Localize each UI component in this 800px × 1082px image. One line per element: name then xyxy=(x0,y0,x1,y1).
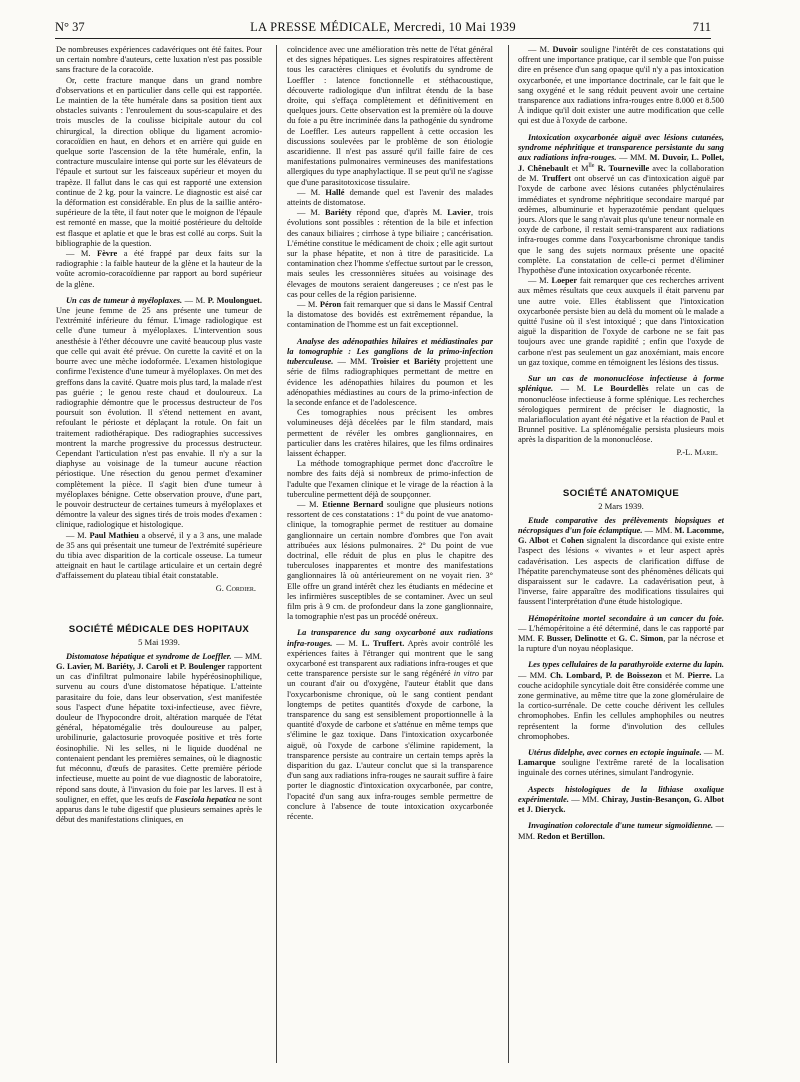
author-name: Lavier xyxy=(447,208,471,218)
author-name: Paul Mathieu xyxy=(89,530,139,540)
paragraph-text: ne sont apparus dans le tube digestif que plusieurs semaines après le début des manifestations cliniques, en xyxy=(56,794,262,825)
article-title: Etude comparative des prélèvements biopsiques et nécropsiques d'un foie éclamptique. xyxy=(518,515,724,536)
paragraph xyxy=(518,374,724,445)
paragraph-text: et M. xyxy=(661,670,688,680)
paragraph xyxy=(518,276,724,368)
spacer xyxy=(518,458,724,476)
dash-text: — MM. xyxy=(518,670,551,680)
dash-text: — M. xyxy=(66,249,97,259)
section-date: 2 Mars 1939. xyxy=(598,501,644,512)
author-name: Redon et Bertillon. xyxy=(537,831,605,841)
author-name: Duvoir xyxy=(552,45,578,54)
paragraph xyxy=(518,748,724,779)
paragraph xyxy=(287,300,493,331)
author-name: Le Bourdellès xyxy=(593,384,649,394)
spacer xyxy=(56,594,262,612)
paragraph-text: rapportent un cas d'infiltrat pulmonaire labile hypéréosinophilique, survenu au cours d'une distomatose hépatique. L'atteinte parasitaire du foie, dans leur observation, s'est manifestée sous l'aspect d'une hépatite toxi-infectieuse, avec fièvre, douleur de l'hypocondre droit, altération marquée de l'état général, hépatomégalie très douloureuse au palper, urobilinurie, galactosurie provoquée positive et très forte éosinophilie. Ni les selles, ni le liquide duodénal ne contenaient pendant les premières semaines, où le diagnostic fut méconnu, d'œufs de parasites. Cette première période infectieuse, muette au point de vue diagnostic de laboratoire, répond sans doute, à l'invasion du foie par les larves. Il est à souligner, en effet, que les œufs de xyxy=(56,662,262,804)
author-name: Pierre. xyxy=(687,670,712,680)
dash-text: — MM. xyxy=(333,357,372,367)
paragraph-text: et xyxy=(607,634,619,644)
author-name: G. C. Simon xyxy=(618,634,664,644)
paragraph xyxy=(56,531,262,582)
dash-text: — MM. xyxy=(642,526,675,536)
paragraph: Ces tomographies nous précisent les ombres volumineuses déjà décelées par le film standard, mais permettent de révéler les ombres ganglionnaires, en particulier dans les cratères hilaires, que les films ordinaires laissent échapper. xyxy=(287,408,493,458)
page-number: 711 xyxy=(692,20,711,34)
section-date: 5 Mai 1939. xyxy=(138,637,180,648)
column-left xyxy=(56,45,262,1070)
dash-text: — MM. xyxy=(568,794,602,804)
paragraph xyxy=(518,785,724,816)
author-name: Troisier et Bariéty xyxy=(371,357,441,367)
article-title: Distomatose hépatique et syndrome de Loeffler. xyxy=(66,651,232,661)
paragraph-text: Après avoir contrôlé les expériences faites à l'étranger qui montrent que le sang oxycarboné est transparent aux radiations infra-rouges et que cette transparence persiste sur le sang régénéré xyxy=(287,638,493,679)
paragraph-text: a été frappé par deux faits sur la radiographie : la faible hauteur de la glène et la hauteur de la voûte acromio-coracoïdienne par rapport au bord supérieur de la glène. xyxy=(56,249,262,289)
paragraph xyxy=(518,133,724,277)
column-divider xyxy=(276,45,277,1063)
paragraph-text: , par la nécrose et la rupture d'un noyau néoplasique. xyxy=(518,634,724,654)
dash-text: — M. xyxy=(553,384,594,394)
paragraph-text: et M xyxy=(568,164,589,174)
article-title: Aspects histologiques de la lithiase oxalique expérimentale. xyxy=(518,784,724,804)
paragraph xyxy=(518,516,724,608)
paragraph-text: souligne l'extrême rareté de la localisation inguinale des cornes utérines, simulant l'androgynie. xyxy=(518,758,724,778)
paragraph-text: a observé, il y a 3 ans, une malade de 35 ans qui présentait une tumeur de l'extrémité supérieure du tibia avec disparition de la corticale osseuse. La tumeur atteignait en haut le cartilage articulaire et un certain degré d'affaissement du plateau tibial était constatable. xyxy=(56,530,262,581)
author-name: Lamarque xyxy=(518,758,556,768)
paragraph-text: relate un cas de mononucléose infectieuse à forme splénique. Les recherches sérologiques permirent de préciser le diagnostic, la malariafloculation ayant été négative et la réaction de Paul et Brunnel positive. La splénomégalie persista plusieurs mois après la disparition de la mononucléose. xyxy=(518,384,724,445)
paragraph xyxy=(518,821,724,841)
dash-text: — MM. xyxy=(616,153,650,163)
species-name: Fasciola hepatica xyxy=(174,794,236,804)
dash-text: — MM. xyxy=(231,651,262,661)
latin-term: in vitro xyxy=(453,669,480,679)
author-name: Péron xyxy=(319,300,342,310)
section-title: SOCIÉTÉ MÉDICALE DES HOPITAUX xyxy=(68,623,250,635)
paragraph xyxy=(518,45,724,127)
page-header xyxy=(55,20,711,40)
author-name: G. Lavier, M. Bariéty, J. Caroli et P. Boulenger xyxy=(56,662,226,672)
column-middle xyxy=(287,45,493,1070)
paragraph xyxy=(56,296,262,531)
article-title: Utérus didelphe, avec cornes en ectopie inguinale. xyxy=(528,748,702,758)
signature: G. Cordier. xyxy=(215,583,256,593)
journal-title: LA PRESSE MÉDICALE, Mercredi, 10 Mai 1939 xyxy=(250,20,516,34)
paragraph xyxy=(56,249,262,290)
paragraph-text: Une jeune femme de 25 ans présente une tumeur de l'extrémité inférieure du fémur. L'image radiologique est celle d'une tumeur à myéloplaxes. L'intervention sous anesthésie à l'éther découvre une cavité beaucoup plus vaste que celle qui avait été prévue. On curette la cavité et on la bourre avec une mèche iodoformée. L'examen histologique confirme l'existence d'une tumeur à myéloplaxes. On met des greffons dans la cavité. Quatre mois plus tard, la malade n'est pas guérie ; le genou reste chaud et douloureux. La radiographie démontre que le processus destructeur de l'os poursuit son évolution. Il s'étend nettement en avant, refoulant le périoste et déplaçant la rotule. On fait un traitement radiothérapique. Des radiographies successives montrent la marche progressive du processus destructeur. Cependant l'articulation n'est pas envahie. Il n'y a sur la diaphyse au voisinage de la tumeur aucune réaction périostique. Une résection du genou permet d'examiner complètement la pièce. Il s'agit bien d'une tumeur à myéloplaxes bénigne. Cette observation prouve, d'une part, le pouvoir destructeur de certaines tumeurs à myéloplaxes et démontre la valeur des signes tirés de trois modes d'examen : clinique, radiologique et histologique. xyxy=(56,306,262,530)
author-name: Hallé xyxy=(325,187,345,197)
author-name: P. Moulonguet. xyxy=(207,295,262,305)
paragraph-text: avec la collaboration de M. xyxy=(518,164,724,184)
author-name: Bariéty xyxy=(325,208,352,218)
paragraph-text: fait remarquer que si dans le Massif Central la distomatose des bovidés est extrêmement répandue, la contamination de l'homme est un fait exceptionnel. xyxy=(287,300,493,330)
dash-text: — M. xyxy=(297,208,326,218)
dash-text: — M. xyxy=(701,748,724,758)
author-name: Chiray, Justin-Besançon, G. Albot et J. Dieryck. xyxy=(518,794,724,815)
dash-text: — M. xyxy=(297,300,320,310)
author-name: L. Truffert. xyxy=(361,638,405,648)
paragraph-text: souligne que plusieurs notions ressortent de ces constatations : 1° du point de vue anatomo-clinique, la tomographie permet de restituer au domaine ganglionnaire un certain nombre d'ombres que l'on avait attribuées aux lésions pulmonaires. 2° Du point de vue doctrinal, elle réduit de plus en plus le chapitre des tuberculoses inapparentes et montre des manifestations ganglionnaires là où antérieurement on ne voyait rien. 3° Elle offre un grand intérêt chez les étudiants en médecine et les infirmières susceptibles de se contaminer. Avec un seul film pris à 9 cm. de profondeur dans la zone ganglionnaire, la tomographie n'est pas un procédé onéreux. xyxy=(287,499,493,622)
article-title: Sur un cas de mononucléose infectieuse à forme splénique. xyxy=(518,374,724,394)
author-name: Cohen xyxy=(560,536,584,546)
paragraph-text: projettent une série de films radiographiques permettant de mettre en évidence les adénopathies hilaires du poumon et les adénopathies médiastines au cours de la primo-infection de la seconde enfance et de l'adolescence. xyxy=(287,357,493,407)
paragraph: Or, cette fracture manque dans un grand nombre d'observations et en particulier dans celle qui est rapportée. Le maintien de la tête humérale dans sa position tient aux obstacles suivants : l'enroulement du sous-scapulaire et des trois muscles de la coulisse bicipitale autour du col chirurgical, la direction oblique du ligament acromio-coracoïdien en haut, en dehors et en arrière qui guide en quelque sorte l'ascension de la tête humérale, enfin, la contracture musculaire intense qui porte sur les élévateurs de l'épaule et surtout sur les faisceaux supérieur et moyen du trapèze. Il fallut dans le cas qui est rapporté une extension continue de 2 kg. pour la vaincre. Le diagnostic est aisé car la déformation est considérable. En plus de la saillie antéro-supérieure de la tête, il faut noter que le moignon de l'épaule est remonté en masse, que la moitié postérieure du deltoïde est flasque et aplatie et que le bras est collé au corps. Suit la bibliographie de la question. xyxy=(56,75,262,248)
article-title: Un cas de tumeur à myéloplaxes. xyxy=(66,295,183,305)
dash-text: — M. xyxy=(297,499,323,509)
article-title: Les types cellulaires de la parathyroïde externe du lapin. xyxy=(528,660,724,670)
article-title: La transparence du sang oxycarboné aux radiations infra-rouges. xyxy=(287,628,493,648)
author-name: F. Busser, Delinotte xyxy=(537,634,608,644)
paragraph: coïncidence avec une amélioration très nette de l'état général et des signes hépatiques. Les signes respiratoires affectèrent tous les caractères cliniques et évolutifs du syndrome de Loeffler : latence fonctionnelle et stéthacoustique, découverte radiologique d'un infiltrat étendu de la base droite, qui s'effaça complètement et définitivement en quelques jours. Cette observation est la première où la douve du foie a pu être incriminée dans la pathogénie du syndrome de Loeffler. Les auteurs rappellent à cette occasion les discussions soulevées par le problème de son étiologie ascaridienne. Il n'est pas assuré qu'il faille faire de ces manifestations pulmonaires vermineuses des manifestations allergiques du type anaphylactique. Il se peut qu'il ne s'agisse que d'une parasitotoxicose tissulaire. xyxy=(287,45,493,187)
section-title: SOCIÉTÉ ANATOMIQUE xyxy=(562,487,680,499)
author-name: R. Tourneville xyxy=(597,164,650,174)
article-title: Hémopéritoine mortel secondaire à un cancer du foie. xyxy=(528,613,724,623)
author-name: Loeper xyxy=(551,276,578,286)
paragraph xyxy=(287,188,493,208)
paragraph xyxy=(56,652,262,825)
paragraph-text: signalent la discordance qui existe entre l'aspect des lésions « vivantes » et leur aspect après cadavérisation. Les aspects de clarification diffuse de l'hépatite parenchymateuse sont des phénomènes délicats qui disparaissent sur le cadavre. La cadavérisation peut, à l'inverse, faire apparaître des modifications tissulaires qui faussent l'interprétation d'une étude histologique. xyxy=(518,536,724,607)
paragraph xyxy=(518,614,724,655)
paragraph-text: demande quel est l'avenir des malades atteints de distomatose. xyxy=(287,187,493,208)
column-divider xyxy=(508,45,509,1063)
author-name: Etienne Bernard xyxy=(322,499,384,509)
paragraph-text: ont observé un cas d'intoxication aiguë par l'oxyde de carbone avec lésions cutanées phlycténulaires immédiates et syndrome néphritique secondaire marqué par œdèmes, albuminurie et hyperazotémie pendant quelques jours. Alors que le sang n'avait plus qu'une teneur normale en oxyde de carbone, il restait semi-transparent aux radiations infra-rouges comme dans l'oxycarbonisme chronique tandis que le sang des sujets normaux présente une opacité complète. La constatation de celle-ci permet d'éliminer l'hypothèse d'une intoxication oxycarbonée récente. xyxy=(518,174,724,276)
title-abbrev: lle xyxy=(588,163,595,170)
paragraph-text: répond que, d'après M. xyxy=(351,208,448,218)
paragraph xyxy=(518,660,724,742)
paragraph-text: La couche acidophile syncytiale doit être considérée comme une zone germinative, au même titre que la zone glomérulaire de la cortico-surrénale. De cette couche dérivent les cellules chromophobes. Enfin les cellules amphophiles ou neutres représentent la forme d'involution des cellules chromophobes. xyxy=(518,670,724,741)
header-rule xyxy=(55,38,711,39)
article-title: Intoxication oxycarbonée aiguë avec lésions cutanées, syndrome néphritique et transparence persistante du sang aux radiations infra-rouges. xyxy=(518,132,724,163)
dash-text: — M. xyxy=(528,45,553,54)
paragraph xyxy=(287,337,493,408)
issue-number: N° 37 xyxy=(55,20,85,34)
author-name: M. Lacomme, G. Albot xyxy=(518,526,724,546)
paragraph: De nombreuses expériences cadavériques ont été faites. Pour un certain nombre d'auteurs, cette luxation n'est pas possible sans fracture de la coracoïde. xyxy=(56,45,262,75)
paragraph xyxy=(287,500,493,622)
dash-text: — M. xyxy=(332,638,362,648)
dash-text: — M. xyxy=(297,187,326,197)
article-title: Invagination colorectale d'une tumeur sigmoïdienne. xyxy=(528,821,714,831)
paragraph xyxy=(287,208,493,300)
author-name: M. Duvoir, L. Pollet, J. Chênebault xyxy=(518,153,724,174)
paragraph xyxy=(287,628,493,822)
article-title: Analyse des adénopathies hilaires et médiastinales par la tomographie : Les ganglions de la primo-infection tuberculeuse. xyxy=(287,336,493,367)
paragraph-text: fait remarquer que ces recherches arrivent aux mêmes résultats que ceux auxquels il était parvenu par une autre voie. Elles établissent que l'intoxication oxycarbonée persiste bien au delà du moment où le malade a quitté l'usine où il s'est intoxiqué ; que dans l'intoxication aiguë la disparition de l'oxyde de carbone ne se fait pas toujours avec une grande rapidité ; enfin que l'oxyde de carbone n'est pas seulement un gaz anoxémiant, mais encore un gaz toxique, comme en témoignent les lésions des tissus. xyxy=(518,276,724,367)
author-name: Fèvre xyxy=(96,249,118,259)
signature: P.-L. Marie. xyxy=(676,447,718,457)
paragraph-text: et xyxy=(548,536,561,546)
author-name: Ch. Lombard, P. de Boissezon xyxy=(550,670,662,680)
author-name: Truffert xyxy=(541,174,572,184)
dash-text: — M. xyxy=(182,295,206,305)
paragraph-text: par un courant d'air ou d'oxygène, l'auteur établit que dans l'oxycarbonisme chronique, où le sang contient pendant longtemps de petites quantités d'oxyde de carbone, la transparence du sang est sensiblement proportionnelle à la quantité d'oxyde de carbone et s'atténue en même temps que s'élimine le gaz toxique. Dans l'intoxication oxycarbonée aiguë, où l'oxyde de carbone s'élimine rapidement, la transparence persiste au contraire un certain temps après la disparition du gaz. L'auteur conclut que si la transparence d'un sang aux radiations infra-rouges ne saurait suffire à faire porter le diagnostic d'intoxication oxycarbonée, par contre, l'opacité d'un sang aux infra-rouges semble permettre de conclure à l'absence de toute intoxication oxycarbonée récente. xyxy=(287,669,493,822)
column-right xyxy=(518,45,724,1070)
paragraph: La méthode tomographique permet donc d'accroître le nombre des faits déjà si nombreux de primo-infection de l'adulte que l'examen clinique et le virage de la réaction à la tuberculine permettent déjà de soupçonner. xyxy=(287,459,493,499)
paragraph-text: — L'hémopéritoine a été déterminé, dans le cas rapporté par MM. xyxy=(518,623,724,644)
dash-text: — M. xyxy=(66,530,90,540)
dash-text: — M. xyxy=(528,276,552,286)
paragraph-text: , trois évolutions sont possibles : rétention de la bile et infection des canaux biliaires ; cirrhose à type biliaire ; cancérisation. L'émétine constitue le médicament de choix ; elle agit surtout sur la phase hépatite, et non à titre de parasiticide. La contamination chez l'homme s'effectue surtout par le cresson, mais seules les cressonnières situées au voisinage des élevages de moutons seraient dangereuses ; ce n'est pas le cas pour celles de la région parisienne. xyxy=(287,208,493,299)
paragraph-text: souligne l'intérêt de ces constatations qui offrent une importance pratique, car il semble que l'on puisse dire en présence d'un sang opaque qu'il n'y a pas intoxication oxycarbonée, et une importance doctrinale, car le fait que le sang oxygéné et le sang réduit peuvent avoir une certaine transparence aux radiations infra-rouges entre 8.000 et 8.500 Å indique qu'il doit exister une autre modification que celle qui est due à l'oxyde de carbone. xyxy=(518,45,724,126)
dash-text: — MM. xyxy=(518,821,724,841)
